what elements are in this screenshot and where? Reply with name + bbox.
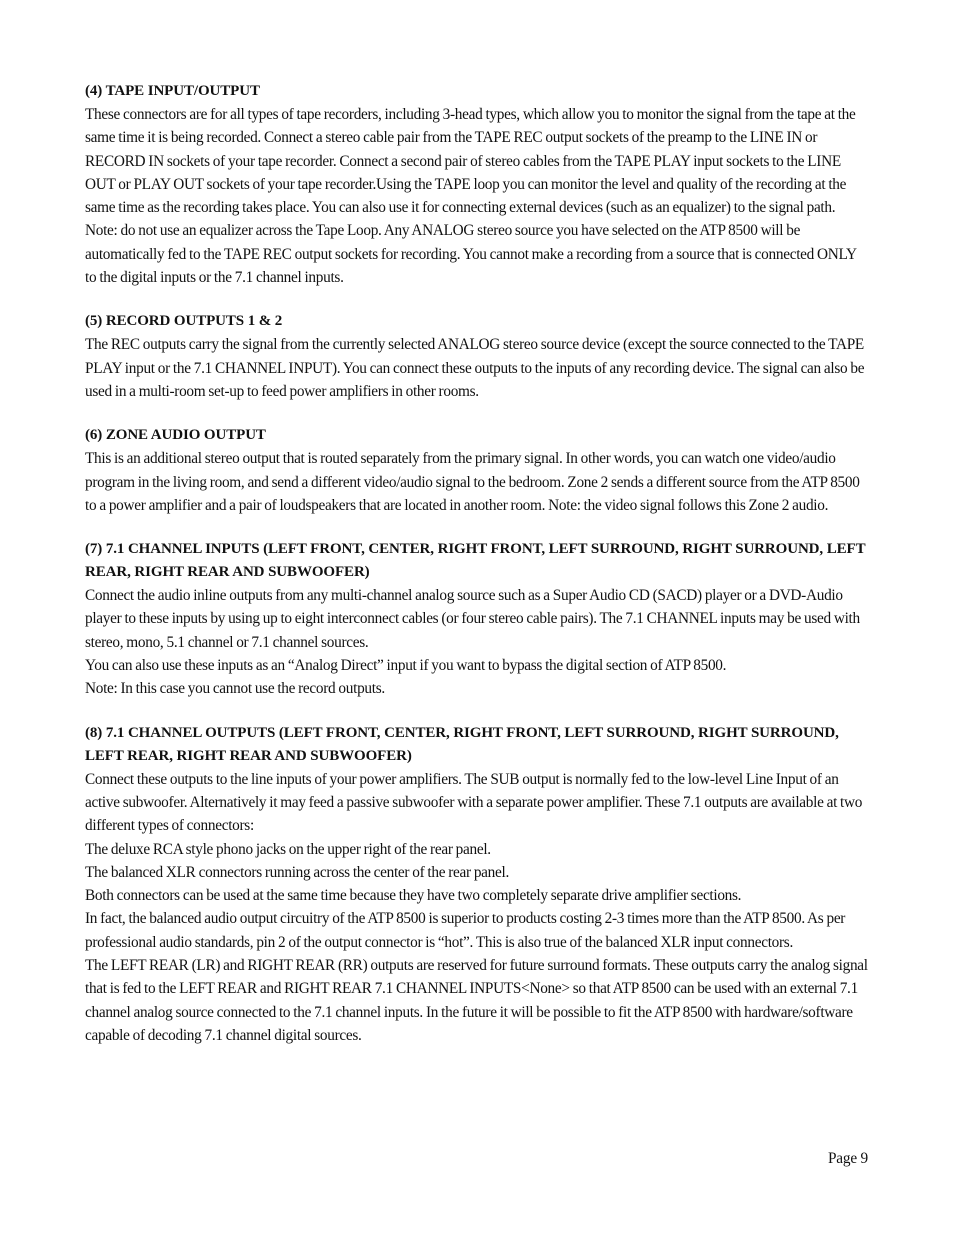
section-heading: (8) 7.1 CHANNEL OUTPUTS (LEFT FRONT, CENTER, RIGHT FRONT, LEFT SURROUND, RIGHT SURROUND, LEFT REAR, RIGHT REAR AND SUBWOOFER) (85, 724, 839, 764)
section-record-outputs (85, 310, 870, 403)
section-paragraph: These connectors are for all types of tape recorders, including 3-head types, which allow you to monitor the signal from the tape at the same time it is being recorded. Connect a stereo cable pair from the TAPE REC output sockets of the preamp to the LINE IN or RECORD IN sockets of your tape recorder. Connect a second pair of stereo cables from the TAPE PLAY input sockets to the LINE OUT or PLAY OUT sockets of your tape recorder.Using the TAPE loop you can monitor the level and quality of the recording at the same time as the recording takes place. You can also use it for connecting external devices (such as an equalizer) to the signal path. Note: do not use an equalizer across the Tape Loop. Any ANALOG stereo source you have selected on the ATP 8500 will be automatically fed to the TAPE REC output sockets for recording. You cannot make a recording from a source that is connected ONLY to the digital inputs or the 7.1 channel inputs. (85, 106, 857, 287)
section-paragraph: You can also use these inputs as an “Analog Direct” input if you want to bypass the digital section of ATP 8500. (85, 657, 727, 675)
section-paragraph: Note: In this case you cannot use the record outputs. (85, 680, 385, 698)
section-paragraph: This is an additional stereo output that is routed separately from the primary signal. In other words, you can watch one video/audio program in the living room, and send a different video/audio signal to the bedroom. Zone 2 sends a different source from the ATP 8500 to a power amplifier and a pair of loudspeakers that are located in another room. Note: the video signal follows this Zone 2 audio. (85, 450, 860, 514)
section-heading: (6) ZONE AUDIO OUTPUT (85, 427, 266, 444)
section-paragraph: In fact, the balanced audio output circuitry of the ATP 8500 is superior to products costing 2-3 times more than the ATP 8500. As per professional audio standards, pin 2 of the output connector is “hot”. This is also true of the balanced XLR input connectors. (85, 910, 846, 951)
section-heading: (4) TAPE INPUT/OUTPUT (85, 83, 260, 99)
section-paragraph: The deluxe RCA style phono jacks on the upper right of the rear panel. (85, 840, 491, 858)
section-paragraph: Connect these outputs to the line inputs of your power amplifiers. The SUB output is normally fed to the low-level Line Input of an active subwoofer. Alternatively it may feed a passive subwoofer with a separate power amplifier. These 7.1 outputs are available at two different types of connectors: (85, 770, 863, 835)
section-paragraph: The LEFT REAR (LR) and RIGHT REAR (RR) outputs are reserved for future surround formats. These outputs carry the analog signal that is fed to the LEFT REAR and RIGHT REAR 7.1 CHANNEL INPUTS<None> so that ATP 8500 can be used with an external 7.1 channel analog source connected to the 7.1 channel inputs. In the future it will be possible to fit the ATP 8500 with hardware/software capable of decoding 7.1 channel digital sources. (85, 957, 868, 1044)
page-number: Page 9 (827, 1150, 868, 1167)
section-paragraph: The REC outputs carry the signal from the currently selected ANALOG stereo source device (except the source connected to the TAPE PLAY input or the 7.1 CHANNEL INPUT). You can connect these outputs to the inputs of any recording device. The signal can also be used in a multi-room set-up to feed power amplifiers in other rooms. (85, 336, 865, 400)
section-tape-input-output (85, 80, 870, 289)
section-paragraph: Both connectors can be used at the same time because they have two completely separate drive amplifier sections. (85, 887, 742, 905)
document-page (85, 80, 870, 1068)
section-paragraph: Connect the audio inline outputs from any multi-channel analog source such as a Super Audio CD (SACD) player or a DVD-Audio player to these inputs by using up to eight interconnect cables (or four stereo cable pairs). The 7.1 CHANNEL inputs may be used with stereo, mono, 5.1 channel or 7.1 channel sources. (85, 587, 860, 651)
section-heading: (5) RECORD OUTPUTS 1 & 2 (85, 313, 283, 330)
section-channel-inputs (85, 538, 870, 700)
section-channel-outputs (85, 722, 870, 1048)
section-zone-audio-output (85, 424, 870, 517)
section-heading: (7) 7.1 CHANNEL INPUTS (LEFT FRONT, CENTER, RIGHT FRONT, LEFT SURROUND, RIGHT SURROUND, LEFT REAR, RIGHT REAR AND SUBWOOFER) (85, 541, 866, 581)
section-paragraph: The balanced XLR connectors running across the center of the rear panel. (85, 863, 509, 881)
